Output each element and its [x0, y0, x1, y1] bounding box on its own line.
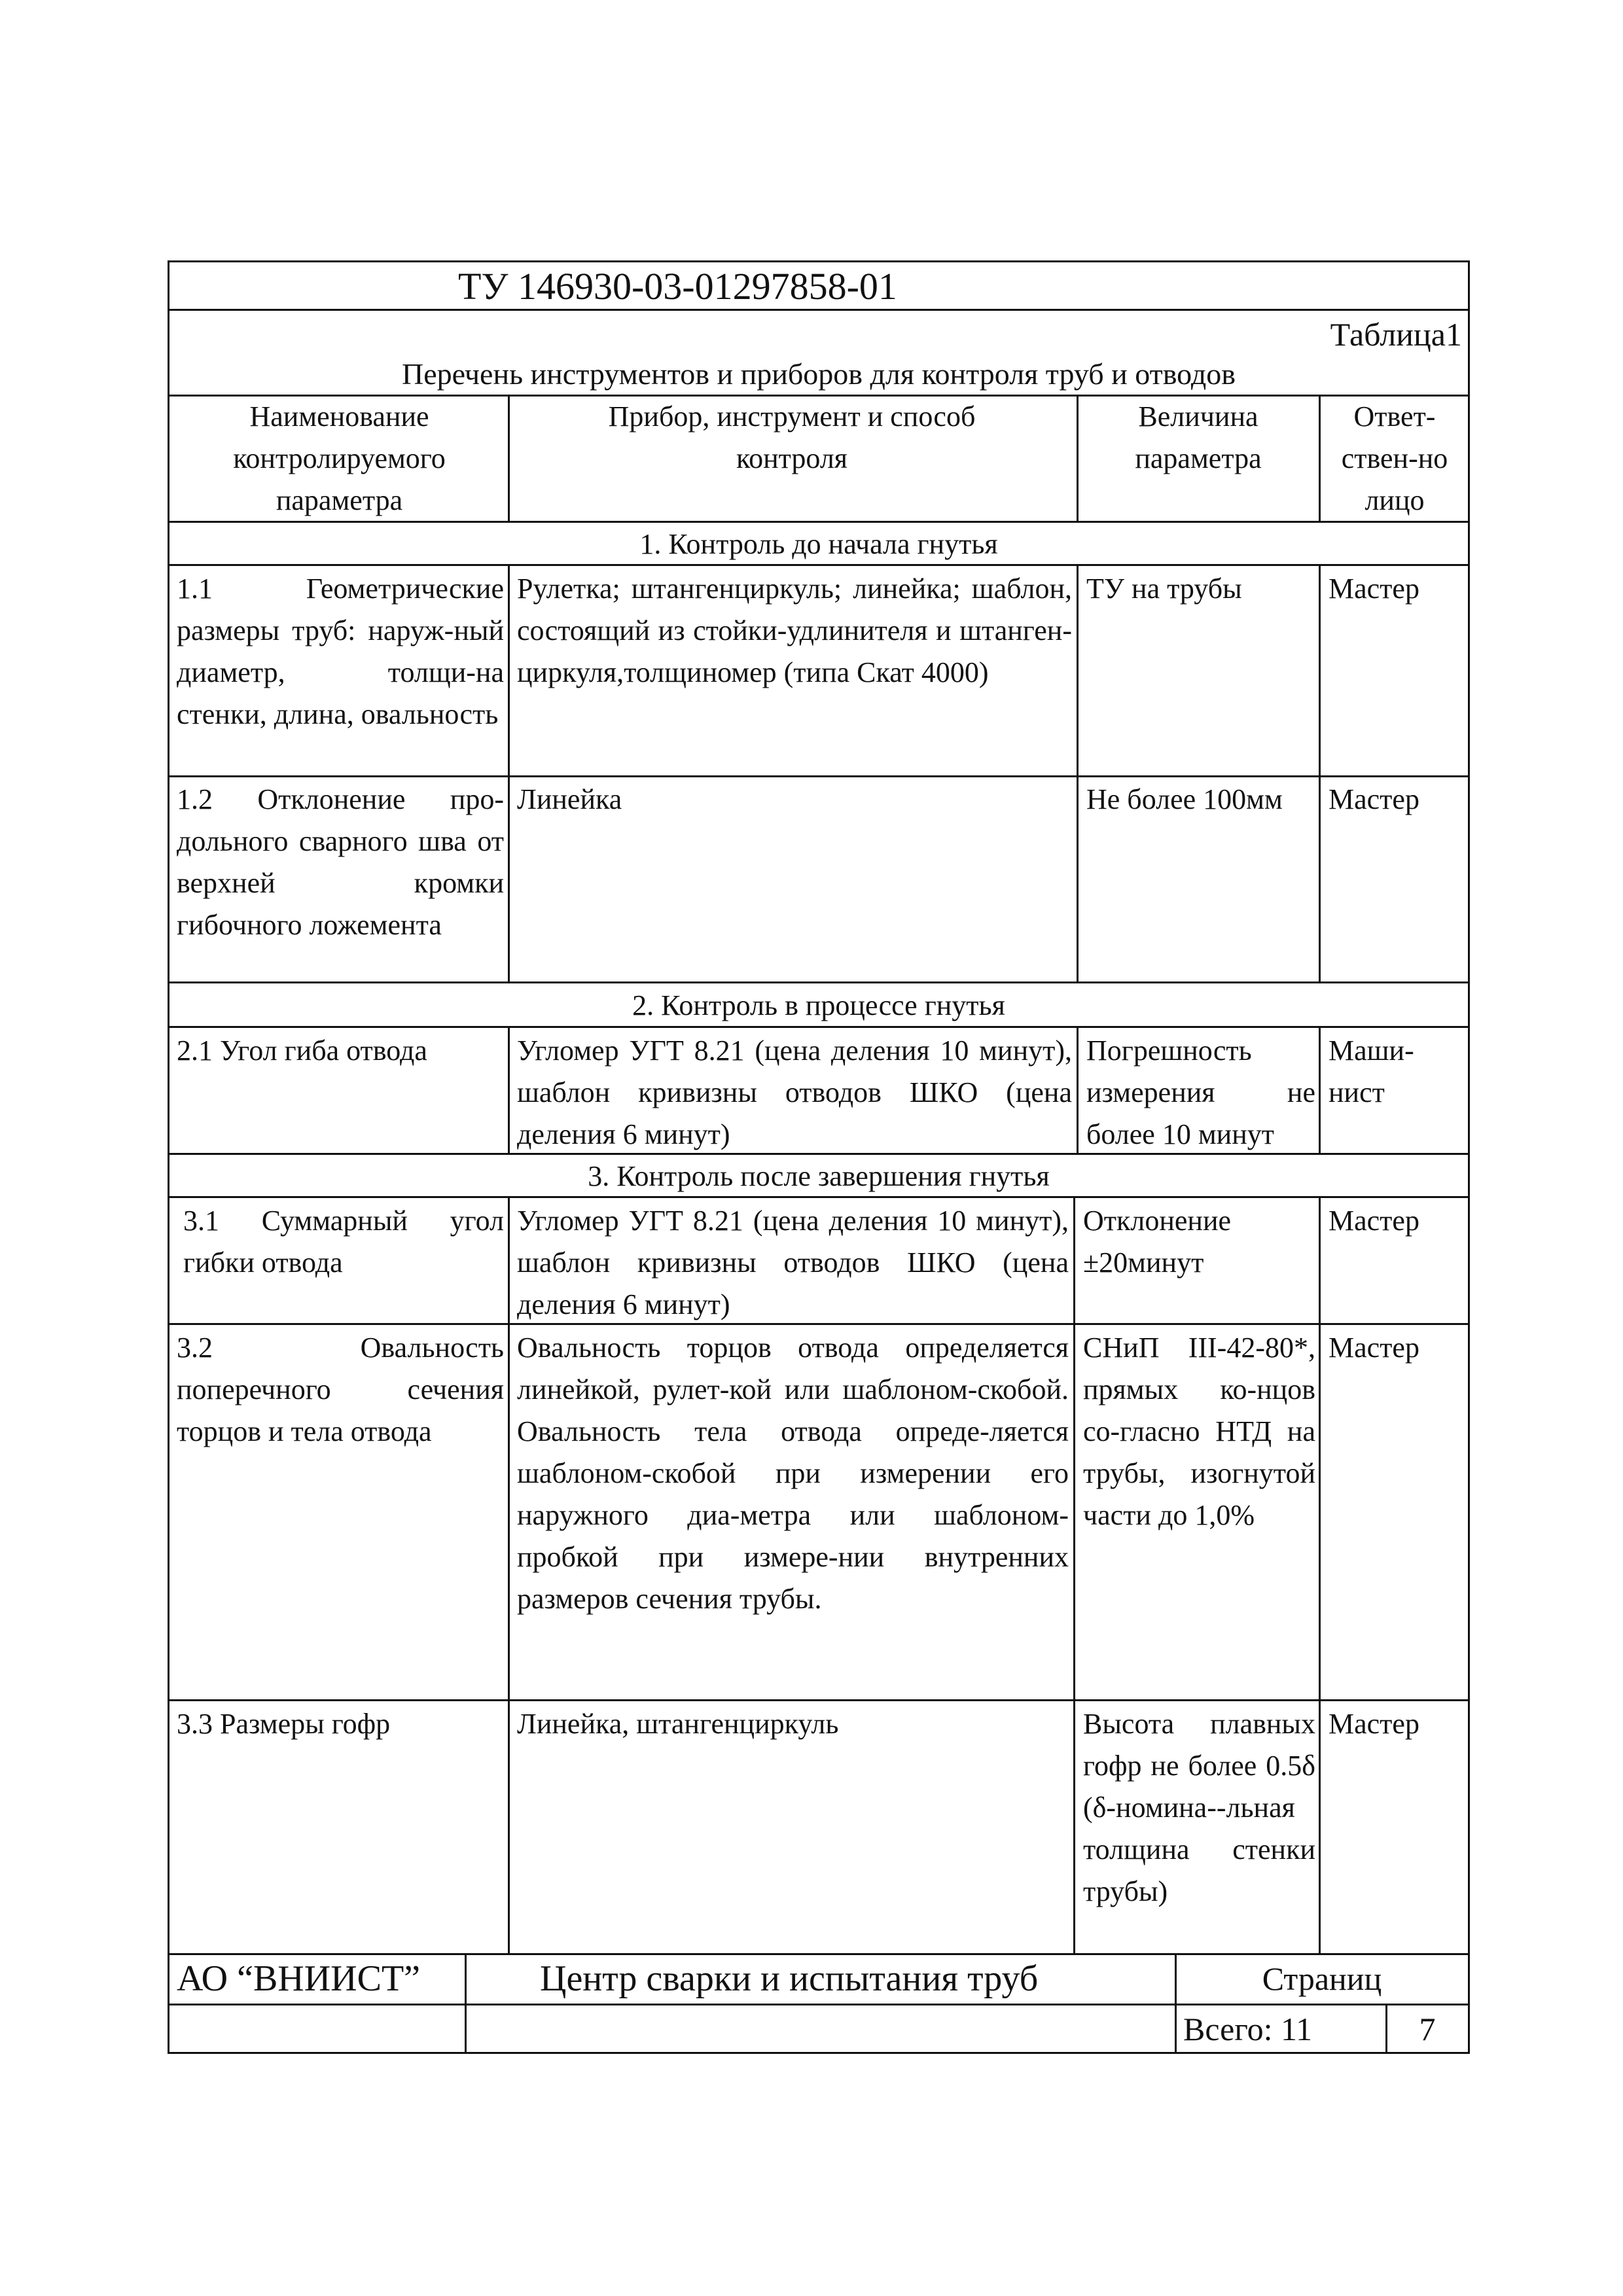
row-1-2-tool: Линейка: [517, 783, 622, 815]
footer-rule-2: [1175, 1953, 1177, 2054]
col-rule-2-s3: [1073, 1196, 1075, 1953]
rule-footer-mid: [168, 2004, 1470, 2005]
column-header-responsible: Ответ- ствен-но лицо: [1341, 400, 1448, 516]
col-rule-1-s1: [508, 564, 510, 981]
footer-total-pages: Всего: 11: [1183, 2011, 1313, 2047]
footer-center: Центр сварки и испытания труб: [540, 1958, 1039, 1999]
section-title-3: 3. Контроль после завершения гнутья: [588, 1160, 1050, 1192]
col-rule-3-s1: [1319, 564, 1321, 981]
row-1-2-value: Не более 100мм: [1086, 783, 1283, 815]
row-2-1-responsible: Маши-нист: [1329, 1034, 1414, 1108]
row-3-1-value: Отклонение ±20минут: [1083, 1205, 1232, 1279]
footer-rule-1: [465, 1953, 467, 2054]
row-2-1-param: 2.1 Угол гиба отвода: [177, 1034, 427, 1067]
col-rule-3-s2: [1319, 1026, 1321, 1153]
column-header-param: Наименование контролируемого параметра: [233, 400, 446, 516]
row-3-3-value: Высота плавных гофр не более 0.5δ (δ-номина--льная толщина стенки трубы): [1083, 1708, 1315, 1907]
row-2-1-value: Погрешность измерения не более 10 минут: [1086, 1034, 1315, 1150]
header-code: ТУ 146930-03-01297858-01: [458, 265, 897, 308]
row-3-1-responsible: Мастер: [1329, 1205, 1419, 1237]
col-rule-3-s3: [1319, 1196, 1321, 1953]
row-2-1-tool: Угломер УГТ 8.21 (цена деления 10 минут), шаблон кривизны отводов ШКО (цена деления 6 минут): [517, 1034, 1072, 1150]
col-rule-1-s3: [508, 1196, 510, 1953]
col-rule-1-s2: [508, 1026, 510, 1153]
row-3-2-value: СНиП III-42-80*, прямых ко-нцов со-гласно НТД на трубы, изогнутой части до 1,0%: [1083, 1332, 1315, 1531]
row-1-2-responsible: Мастер: [1329, 783, 1419, 815]
footer-page-number: 7: [1419, 2011, 1436, 2047]
table-label: Таблица1: [1330, 316, 1462, 353]
section-title-1: 1. Контроль до начала гнутья: [639, 528, 998, 560]
rule-row-1-2: [168, 981, 1470, 983]
column-header-value: Величина параметра: [1135, 400, 1262, 474]
rule-row-3-2: [168, 1699, 1470, 1701]
row-3-1-tool: Угломер УГТ 8.21 (цена деления 10 минут), шаблон кривизны отводов ШКО (цена деления 6 минут): [517, 1205, 1069, 1320]
row-1-1-tool: Рулетка; штангенциркуль; линейка; шаблон, состоящий из стойки-удлинителя и штанген-циркуля,толщиномер (типа Скат 4000): [517, 573, 1072, 688]
row-1-1-value: ТУ на трубы: [1086, 573, 1242, 605]
row-1-1-responsible: Мастер: [1329, 573, 1419, 605]
col-rule-2-s1: [1077, 564, 1079, 981]
row-3-1-param: 3.1 Суммарный угол гибки отвода: [183, 1205, 504, 1279]
footer-org: АО “ВНИИСТ”: [177, 1958, 421, 1999]
column-header-tool: Прибор, инструмент и способ контроля: [608, 400, 976, 474]
row-3-3-responsible: Мастер: [1329, 1708, 1419, 1740]
rule-row-1-1: [168, 775, 1470, 777]
table-title: Перечень инструментов и приборов для контроля труб и отводов: [402, 357, 1236, 391]
col-rule-2-s2: [1077, 1026, 1079, 1153]
col-rule-1: [508, 395, 510, 521]
footer-page-label: Страниц: [1262, 1960, 1382, 1997]
row-3-3-tool: Линейка, штангенциркуль: [517, 1708, 839, 1740]
row-1-2-param: 1.2 Отклонение про-дольного сварного шва от верхней кромки гибочного ложемента: [177, 783, 504, 941]
row-3-3-param: 3.3 Размеры гофр: [177, 1708, 391, 1740]
row-3-2-tool: Овальность торцов отвода определяется линейкой, рулет-кой или шаблоном-скобой. Овальность тела отвода опреде-ляется шаблоном-скобой при измерении его наружного диа-метра или шаблоном-пробкой при измере-нии внутренних размеров сечения трубы.: [517, 1332, 1069, 1615]
row-1-1-param: 1.1 Геометрические размеры труб: наруж-ный диаметр, толщи-на стенки, длина, овальность: [177, 573, 504, 730]
section-title-2: 2. Контроль в процессе гнутья: [632, 989, 1005, 1021]
col-rule-3: [1319, 395, 1321, 521]
row-3-2-param: 3.2 Овальность поперечного сечения торцов и тела отвода: [177, 1332, 504, 1447]
row-3-2-responsible: Мастер: [1329, 1332, 1419, 1364]
col-rule-2: [1077, 395, 1079, 521]
